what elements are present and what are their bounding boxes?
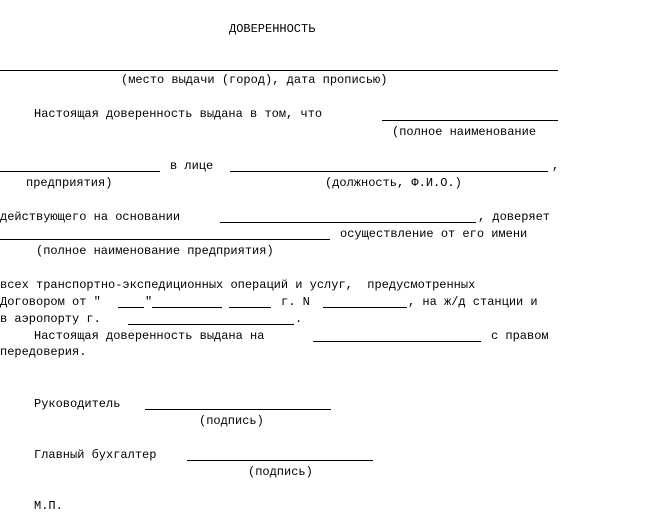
org-hint-2: предприятия) <box>26 176 113 190</box>
basis-line <box>220 222 476 223</box>
head-label: Руководитель <box>34 397 121 411</box>
ops-line-1: всех транспортно-экспедиционных операций и услуг, предусмотренных <box>0 278 476 292</box>
org-full-name-hint-1: (полное наименование <box>392 125 537 139</box>
head-signature-line <box>145 409 331 410</box>
place-date-line <box>0 70 558 71</box>
contract-day-line <box>118 307 144 308</box>
ops-line-2-quote: " <box>145 295 153 309</box>
trustee-org-line <box>0 239 330 240</box>
position-name-line <box>230 171 548 172</box>
org-name-line-1 <box>382 120 558 121</box>
head-signature-hint: (подпись) <box>199 414 264 428</box>
comma-text: , <box>552 159 560 173</box>
contract-number-line <box>323 307 407 308</box>
accountant-signature-hint: (подпись) <box>248 465 313 479</box>
ops-line-3-end: . <box>295 312 303 326</box>
ops-line-2-station: , на ж/д станции и <box>408 295 538 309</box>
acting-basis-text: действующего на основании <box>0 210 181 224</box>
ops-line-3: в аэропорту г. <box>0 312 101 326</box>
accountant-signature-line <box>187 460 373 461</box>
on-behalf-text: осуществление от его имени <box>340 227 528 241</box>
trusts-text: , доверяет <box>478 210 551 224</box>
term-line <box>313 341 481 342</box>
place-date-hint: (место выдачи (город), дата прописью) <box>121 73 388 87</box>
position-name-hint: (должность, Ф.И.О.) <box>325 176 462 190</box>
issued-text: Настоящая доверенность выдана на <box>34 329 265 343</box>
intro-text: Настоящая доверенность выдана в том, что <box>34 107 323 121</box>
no-substitution-text: передоверия. <box>0 345 87 359</box>
document-title: ДОВЕРЕННОСТЬ <box>229 22 316 36</box>
with-right-text: с правом <box>491 329 549 343</box>
contract-year-line <box>229 307 271 308</box>
seal-text: М.П. <box>34 499 63 513</box>
contract-month-line <box>152 307 222 308</box>
org-full-name-hint-3: (полное наименование предприятия) <box>36 244 274 258</box>
accountant-label: Главный бухгалтер <box>34 448 157 462</box>
ops-line-2-year: г. N <box>281 295 310 309</box>
ops-line-2-contract: Договором от " <box>0 295 101 309</box>
in-person-text: в лице <box>170 159 214 173</box>
org-name-line-2 <box>0 171 160 172</box>
airport-city-line <box>128 324 294 325</box>
